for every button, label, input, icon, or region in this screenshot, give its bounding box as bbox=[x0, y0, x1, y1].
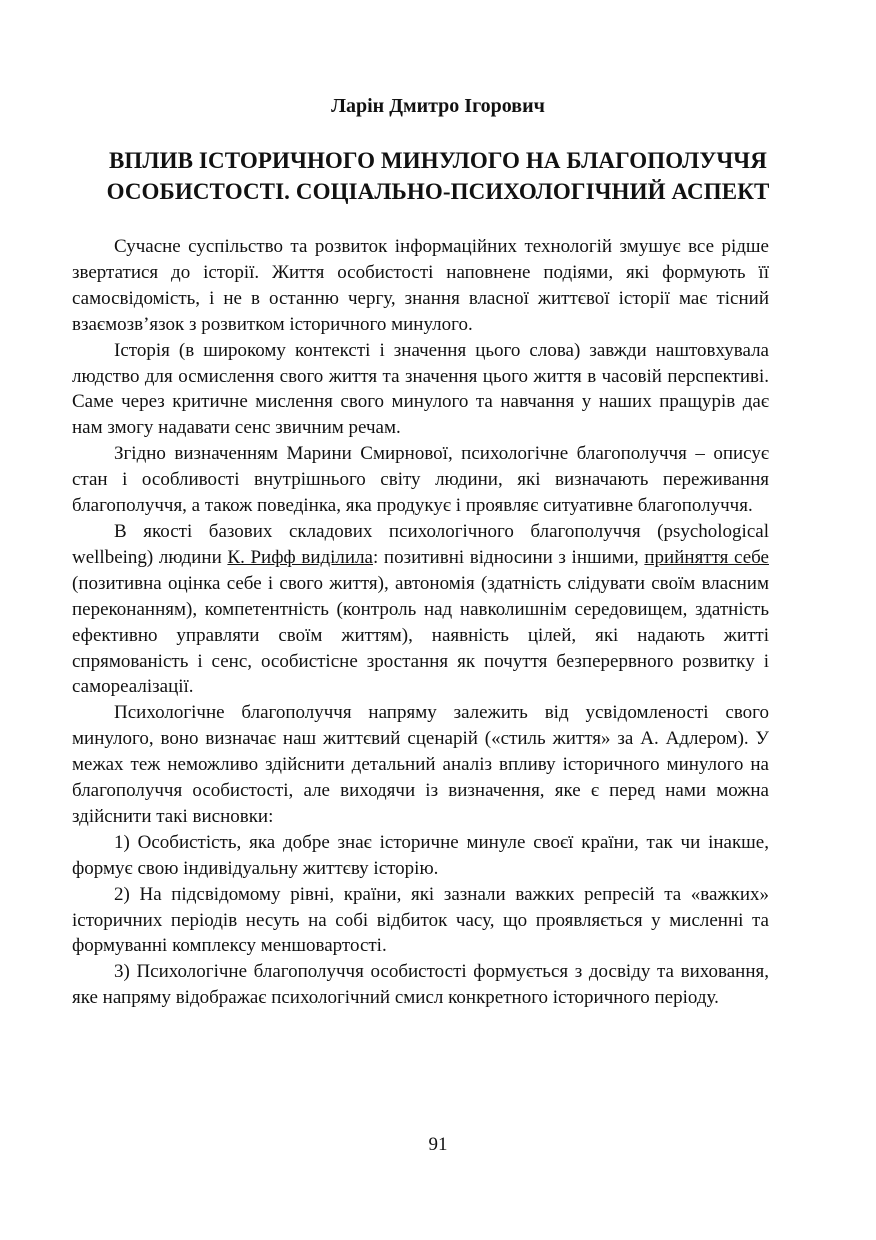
conclusion-3: 3) Психологічне благополуччя особистості формується з досвіду та виховання, яке напряму відображає психологічний смисл конкретного історичного періоду. bbox=[72, 961, 769, 1009]
paragraph-4-text-e: (позитивна оцінка себе і свого життя), автономія (здатність слідувати своїм власним переконанням), компетентність (контроль над навколишнім середовищем, здатність ефективно управляти своїм життям), наявність цілей, які надають житті спрямованість і сенс, особистісне зростання як почуття безперервного розвитку і самореалізації. bbox=[72, 572, 769, 698]
paragraph-4 bbox=[72, 519, 769, 700]
paragraph-2: Історія (в широкому контексті і значення цього слова) завжди наштовхувала людство для осмислення свого життя та значення цього життя в часовій перспективі. Саме через критичне мислення свого минулого та навчання у наших пращурів дає нам змогу надавати сенс звичним речам. bbox=[72, 339, 769, 439]
paragraph-5: Психологічне благополуччя напряму залежить від усвідомленості свого минулого, воно визначає наш життєвий сценарій («стиль життя» за А. Адлером). У межах теж неможливо здійснити детальний аналіз впливу історичного минулого на благополуччя особистості, але виходячи із визначення, яке є перед нами можна здійснити такі висновки: bbox=[72, 702, 769, 827]
underlined-phrase-riff: К. Рифф виділила bbox=[227, 546, 373, 568]
article-title bbox=[72, 145, 804, 207]
conclusion-2: 2) На підсвідомому рівні, країни, які зазнали важких репресій та «важких» історичних періодів несуть на собі відбиток часу, що проявляється у мисленні та формуванні комплексу меншовартості. bbox=[72, 883, 769, 957]
paragraph-4-text-a: В якості базових складових психологічного благополуччя (psychological wellbeing) людини bbox=[72, 520, 769, 568]
paragraph-4-text-c: : позитивні відносини з іншими, bbox=[373, 546, 645, 568]
underlined-phrase-self-acceptance: прийняття себе bbox=[644, 546, 769, 568]
paragraph-1: Сучасне суспільство та розвиток інформаційних технологій змушує все рідше звертатися до історії. Життя особистості наповнене подіями, які формують її самосвідомість, і не в останню чергу, знання власної життєвої історії має тісний взаємозв’язок з розвитком історичного минулого. bbox=[72, 236, 769, 335]
article-title-line-2: ОСОБИСТОСТІ. СОЦІАЛЬНО-ПСИХОЛОГІЧНИЙ АСПЕКТ bbox=[106, 179, 770, 204]
conclusion-1: 1) Особистість, яка добре знає історичне минуле своєї країни, так чи інакше, формує свою індивідуальну життєву історію. bbox=[72, 831, 769, 879]
paragraph-3: Згідно визначенням Марини Смирнової, психологічне благополуччя – описує стан і особливості внутрішнього світу людини, які визначають переживання благополуччя, а також поведінка, яка продукує і проявляє ситуативне благополуччя. bbox=[72, 443, 769, 517]
article-body bbox=[72, 234, 769, 1011]
article-title-line-1: ВПЛИВ ІСТОРИЧНОГО МИНУЛОГО НА БЛАГОПОЛУЧЧЯ bbox=[108, 148, 767, 173]
author-name: Ларін Дмитро Ігорович bbox=[331, 95, 545, 117]
page-number: 91 bbox=[428, 1134, 448, 1155]
